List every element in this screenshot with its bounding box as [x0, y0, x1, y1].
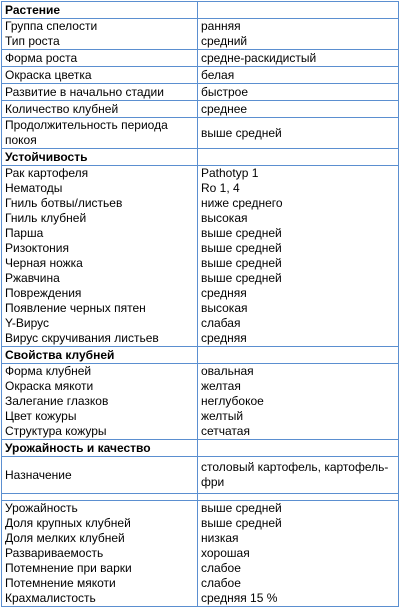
- table-row: [2, 561, 399, 576]
- property-value: хорошая: [198, 546, 399, 561]
- property-label: Рак картофеля: [2, 166, 198, 182]
- table-row: [2, 546, 399, 561]
- property-label: Потемнение мякоти: [2, 576, 198, 591]
- property-value: средняя 15 %: [198, 591, 399, 607]
- property-value: выше средней: [198, 501, 399, 517]
- property-label: Тип роста: [2, 34, 198, 50]
- property-value: средне-раскидистый: [198, 50, 399, 67]
- table-row: [2, 211, 399, 226]
- property-value: слабое: [198, 561, 399, 576]
- property-value: среднее: [198, 101, 399, 118]
- property-value: выше средней: [198, 226, 399, 241]
- section-header: [2, 347, 399, 364]
- property-label: Гниль клубней: [2, 211, 198, 226]
- section-header: [2, 440, 399, 457]
- property-value: овальная: [198, 364, 399, 380]
- property-value: белая: [198, 67, 399, 84]
- section-title: Свойства клубней: [2, 347, 198, 364]
- table-row: [2, 301, 399, 316]
- table-row: [2, 516, 399, 531]
- property-label: Продолжительность периода покоя: [2, 118, 198, 149]
- property-value: средняя: [198, 331, 399, 347]
- table-row: [2, 166, 399, 182]
- table-row: [2, 67, 399, 84]
- property-value: высокая: [198, 301, 399, 316]
- property-label: [2, 494, 198, 501]
- property-value: низкая: [198, 531, 399, 546]
- table-row: [2, 118, 399, 149]
- property-label: Группа спелости: [2, 19, 198, 35]
- table-row: [2, 101, 399, 118]
- property-label: Окраска мякоти: [2, 379, 198, 394]
- property-label: Крахмалистость: [2, 591, 198, 607]
- property-value: столовый картофель, картофель-фри: [198, 457, 399, 494]
- property-label: Форма роста: [2, 50, 198, 67]
- property-value: ниже среднего: [198, 196, 399, 211]
- property-value: сетчатая: [198, 424, 399, 440]
- property-value: желтая: [198, 379, 399, 394]
- property-label: Повреждения: [2, 286, 198, 301]
- property-value: средний: [198, 34, 399, 50]
- property-value: [198, 494, 399, 501]
- table-row: [2, 50, 399, 67]
- table-row: [2, 576, 399, 591]
- property-value: средняя: [198, 286, 399, 301]
- property-value: выше средней: [198, 256, 399, 271]
- property-label: Нематоды: [2, 181, 198, 196]
- property-label: Урожайность: [2, 501, 198, 517]
- table-row: [2, 241, 399, 256]
- section-header: [2, 2, 399, 19]
- property-label: Потемнение при варки: [2, 561, 198, 576]
- property-label: Парша: [2, 226, 198, 241]
- section-header: [2, 149, 399, 166]
- property-label: Окраска цветка: [2, 67, 198, 84]
- table-row: [2, 457, 399, 494]
- table-row: [2, 364, 399, 380]
- table-row: [2, 256, 399, 271]
- variety-spec-table: [1, 1, 399, 607]
- property-value: неглубокое: [198, 394, 399, 409]
- property-value: высокая: [198, 211, 399, 226]
- table-row: [2, 591, 399, 607]
- table-row: [2, 409, 399, 424]
- property-label: Назначение: [2, 457, 198, 494]
- table-row: [2, 226, 399, 241]
- table-row: [2, 379, 399, 394]
- table-row: [2, 394, 399, 409]
- table-row: [2, 501, 399, 517]
- section-title: Устойчивость: [2, 149, 198, 166]
- property-value: выше средней: [198, 516, 399, 531]
- section-header-empty-cell: [198, 2, 399, 19]
- property-label: Y-Вирус: [2, 316, 198, 331]
- table-row: [2, 34, 399, 50]
- property-label: Развариваемость: [2, 546, 198, 561]
- property-label: Количество клубней: [2, 101, 198, 118]
- property-label: Черная ножка: [2, 256, 198, 271]
- table-row: [2, 181, 399, 196]
- property-value: быстрое: [198, 84, 399, 101]
- property-value: Ro 1, 4: [198, 181, 399, 196]
- section-header-empty-cell: [198, 347, 399, 364]
- property-value: ранняя: [198, 19, 399, 35]
- property-label: Появление черных пятен: [2, 301, 198, 316]
- table-row: [2, 84, 399, 101]
- property-label: Структура кожуры: [2, 424, 198, 440]
- section-title: Урожайность и качество: [2, 440, 198, 457]
- property-value: выше средней: [198, 271, 399, 286]
- property-label: Форма клубней: [2, 364, 198, 380]
- property-label: Гниль ботвы/листьев: [2, 196, 198, 211]
- spec-table-body: [2, 2, 399, 607]
- table-row: [2, 271, 399, 286]
- property-value: слабая: [198, 316, 399, 331]
- section-header-empty-cell: [198, 440, 399, 457]
- section-header-empty-cell: [198, 149, 399, 166]
- property-label: Ржавчина: [2, 271, 198, 286]
- property-label: Цвет кожуры: [2, 409, 198, 424]
- property-label: Залегание глазков: [2, 394, 198, 409]
- table-row: [2, 19, 399, 35]
- property-value: Pathotyp 1: [198, 166, 399, 182]
- property-label: Доля крупных клубней: [2, 516, 198, 531]
- table-row: [2, 424, 399, 440]
- table-row: [2, 331, 399, 347]
- property-value: выше средней: [198, 241, 399, 256]
- property-label: Вирус скручивания листьев: [2, 331, 198, 347]
- table-row: [2, 316, 399, 331]
- table-row: [2, 286, 399, 301]
- property-value: слабое: [198, 576, 399, 591]
- table-row: [2, 196, 399, 211]
- property-label: Доля мелких клубней: [2, 531, 198, 546]
- property-label: Ризоктония: [2, 241, 198, 256]
- section-title: Растение: [2, 2, 198, 19]
- property-value: желтый: [198, 409, 399, 424]
- property-value: выше средней: [198, 118, 399, 149]
- spacer-row: [2, 494, 399, 501]
- table-row: [2, 531, 399, 546]
- property-label: Развитие в начально стадии: [2, 84, 198, 101]
